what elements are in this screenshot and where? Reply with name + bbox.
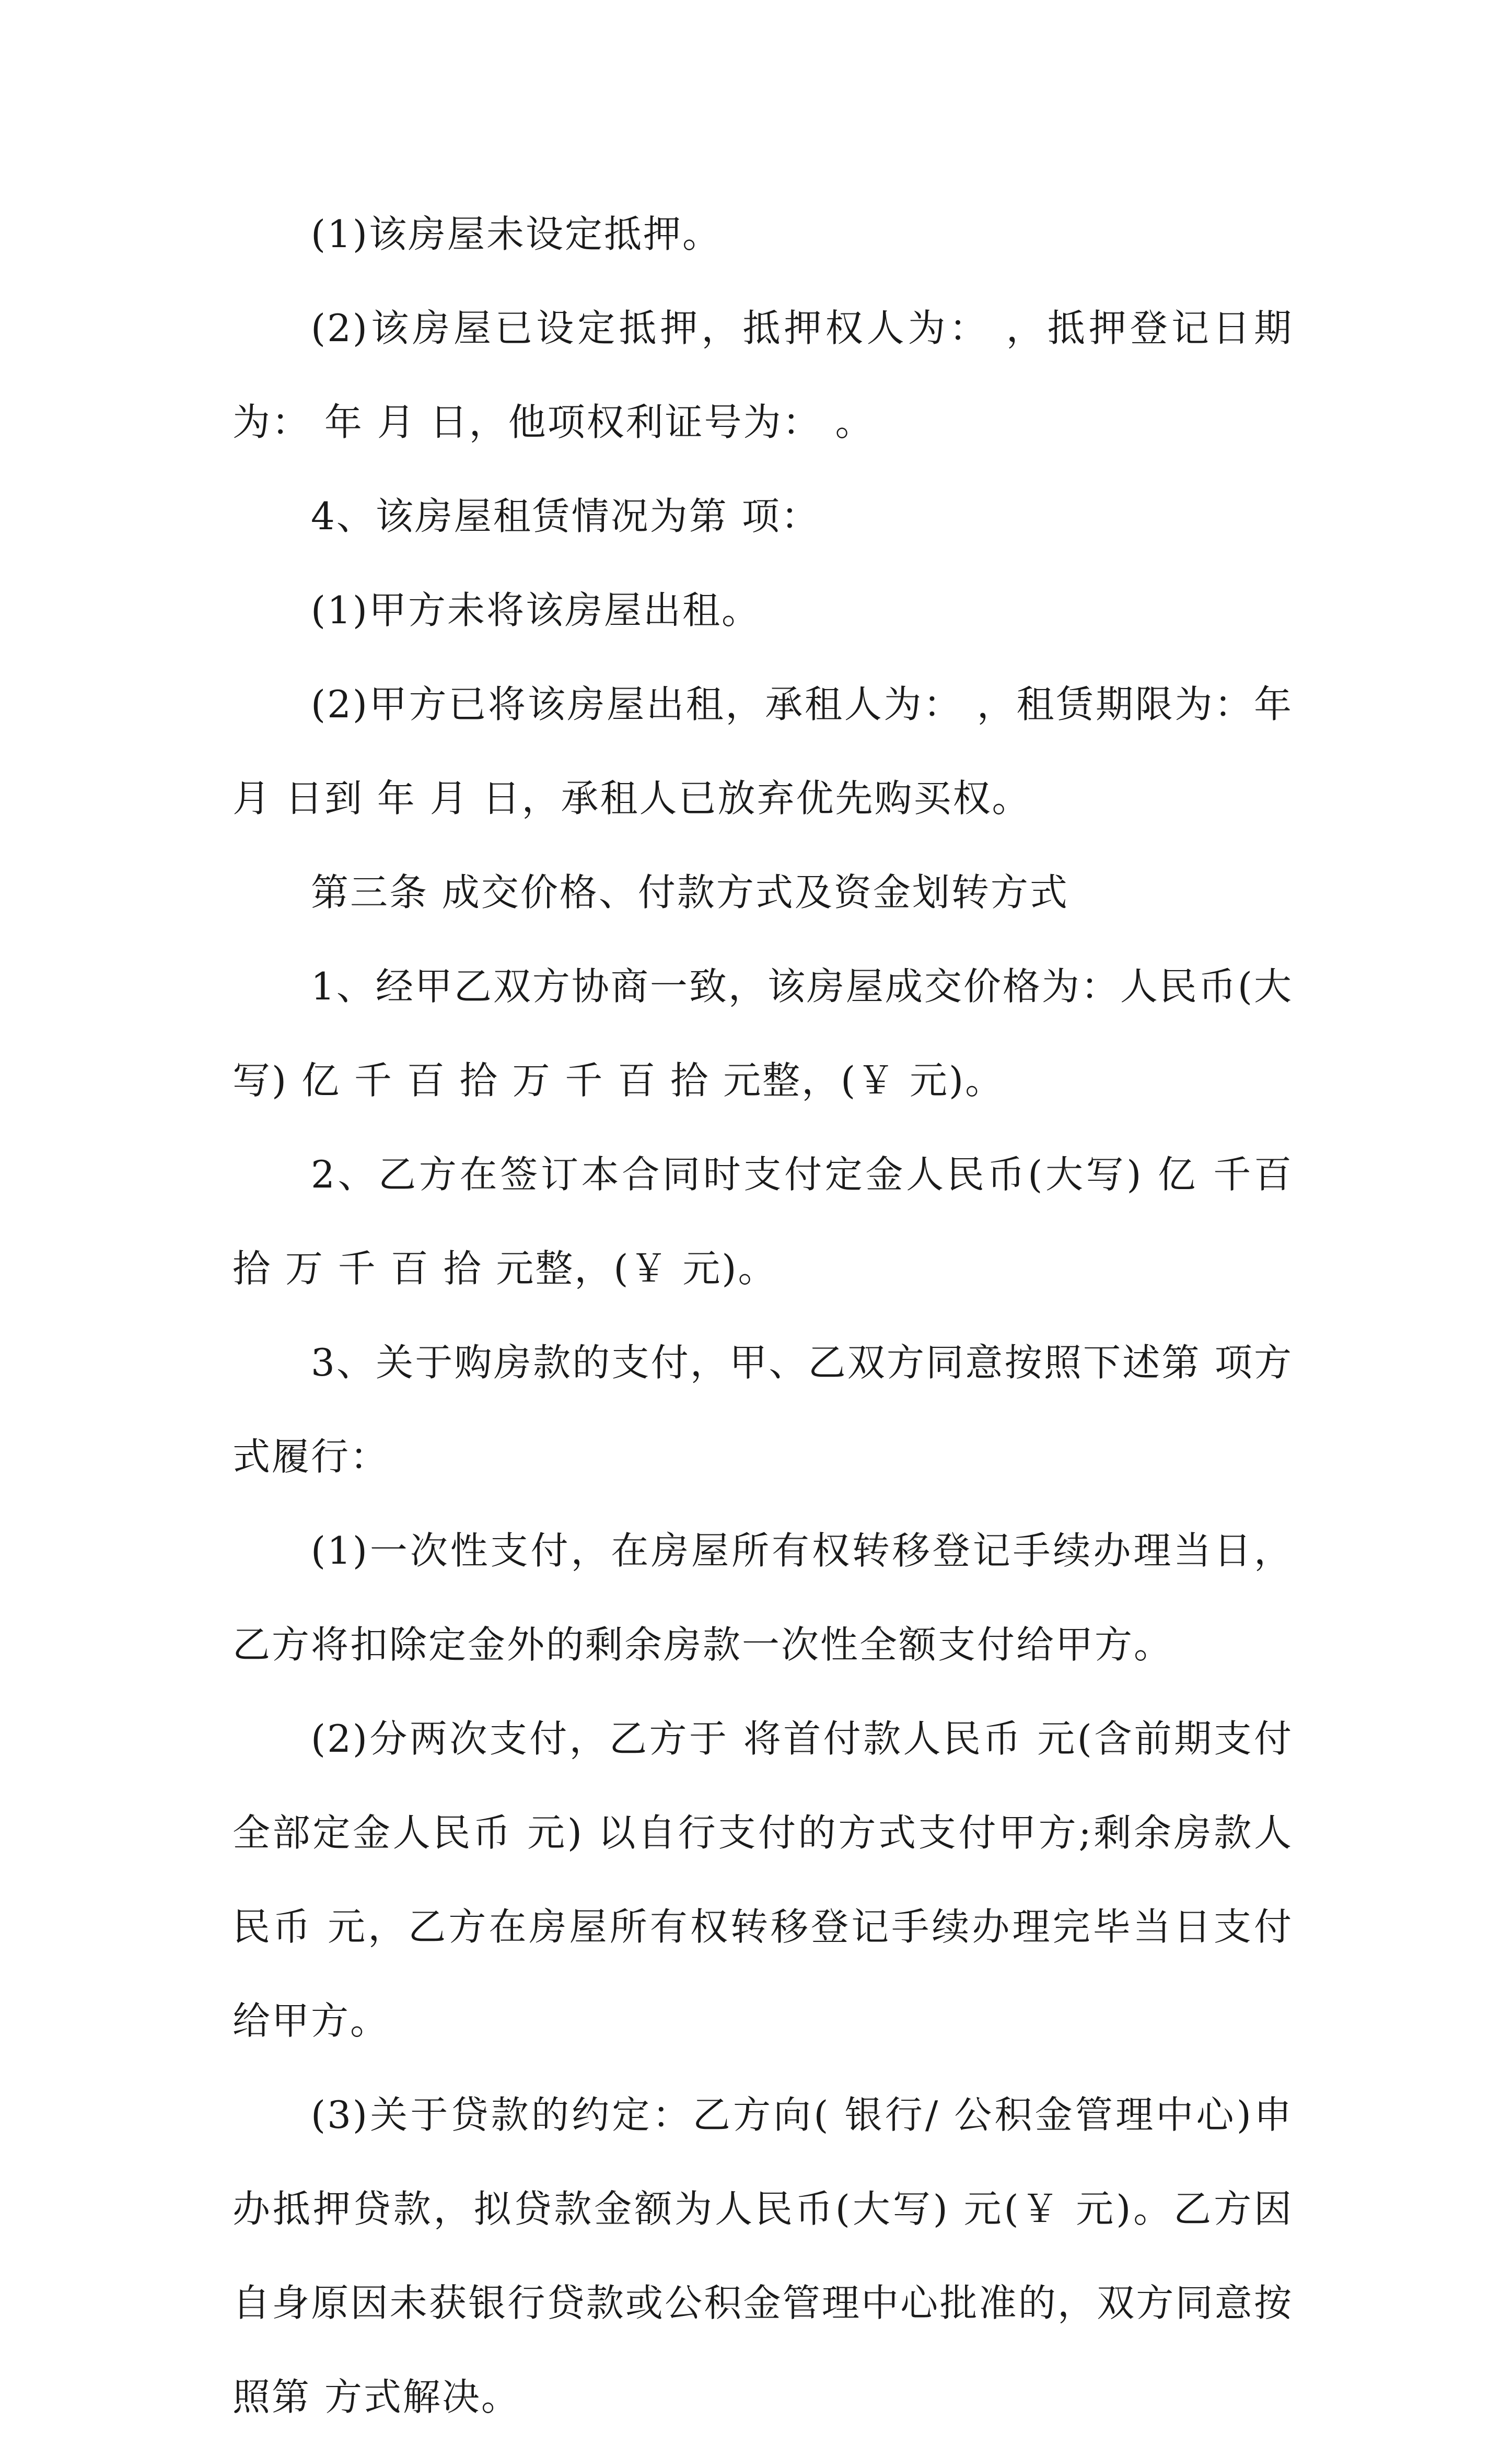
paragraph-lease-set: (2)甲方已将该房屋出租，承租人为： ，租赁期限为：年 月 日到 年 月 日，承租人已放弃优先购买权。: [232, 682, 1293, 820]
paragraph-lease-none: (1)甲方未将该房屋出租。: [311, 588, 761, 632]
paragraph-mortgage-set: (2)该房屋已设定抵押，抵押权人为： ，抵押登记日期为： 年 月 日，他项权利证号为： 。: [232, 306, 1293, 444]
paragraph-transaction-price: 1、经甲乙双方协商一致，该房屋成交价格为：人民币(大写) 亿 千 百 拾 万 千 百 拾 元整，(￥ 元)。: [232, 964, 1293, 1102]
paragraph-mortgage-none: (1)该房屋未设定抵押。: [311, 212, 722, 256]
paragraph-loan-agreement: (3)关于贷款的约定：乙方向( 银行/ 公积金管理中心)申办抵押贷款，拟贷款金额为人民币(大写) 元(￥ 元)。乙方因自身原因未获银行贷款或公积金管理中心批准的，双方同意按照第 方式解决。: [232, 2093, 1293, 2419]
paragraph-two-installments: (2)分两次支付，乙方于 将首付款人民币 元(含前期支付全部定金人民币 元) 以自行支付的方式支付甲方;剩余房款人民币 元，乙方在房屋所有权转移登记手续办理完毕当日支付给甲方。: [232, 1717, 1293, 2043]
paragraph-deposit: 2、乙方在签订本合同时支付定金人民币(大写) 亿 千百 拾 万 千 百 拾 元整，(￥ 元)。: [232, 1153, 1293, 1290]
paragraph-lease-status: 4、该房屋租赁情况为第 项：: [311, 494, 820, 538]
paragraph-lump-sum-payment: (1)一次性支付，在房屋所有权转移登记手续办理当日，乙方将扣除定金外的剩余房款一次性全额支付给甲方。: [232, 1529, 1293, 1667]
document-body: [232, 187, 1293, 2444]
article-three-heading: 第三条 成交价格、付款方式及资金划转方式: [311, 870, 1069, 914]
paragraph-payment-method: 3、关于购房款的支付，甲、乙双方同意按照下述第 项方式履行：: [232, 1341, 1293, 1479]
